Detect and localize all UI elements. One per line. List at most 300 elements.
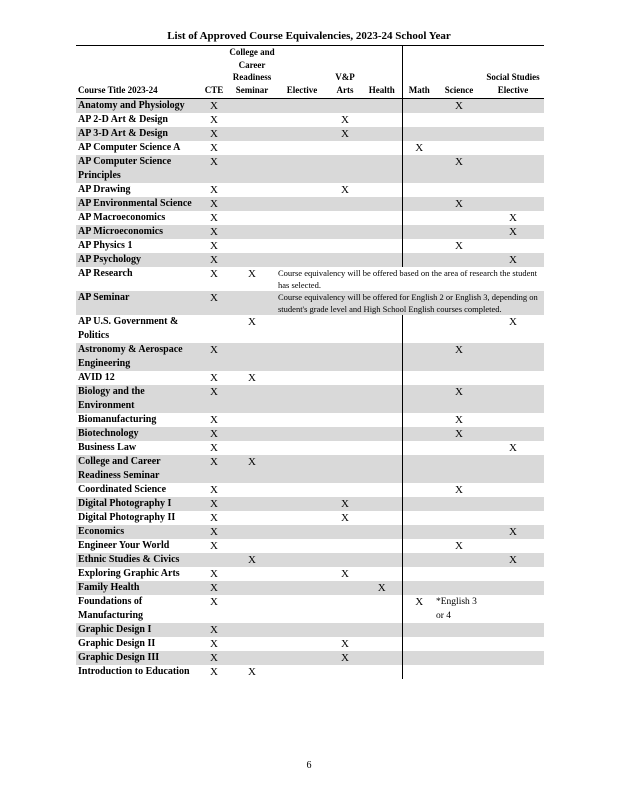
health-cell bbox=[362, 455, 402, 483]
math-cell bbox=[402, 525, 436, 539]
science-cell: X bbox=[436, 155, 482, 183]
elective-cell bbox=[276, 539, 328, 553]
table-row bbox=[76, 141, 544, 155]
elective-cell bbox=[276, 511, 328, 525]
elective-cell bbox=[276, 637, 328, 651]
ccr-cell bbox=[228, 239, 276, 253]
course-title-cell: Foundations of Manufacturing bbox=[78, 596, 143, 621]
math-cell bbox=[402, 637, 436, 651]
course-title-cell: Digital Photography I bbox=[76, 497, 200, 511]
ccr-cell bbox=[228, 595, 276, 623]
science-cell bbox=[436, 315, 482, 343]
health-cell bbox=[362, 427, 402, 441]
table-row bbox=[76, 441, 544, 455]
course-title-cell: AP U.S. Government & Politics bbox=[78, 316, 179, 341]
ss-cell bbox=[482, 623, 544, 637]
ccr-cell: X bbox=[248, 316, 256, 328]
health-cell bbox=[362, 595, 402, 623]
course-title-cell: Economics bbox=[76, 525, 200, 539]
course-title-cell: Exploring Graphic Arts bbox=[78, 568, 180, 579]
vpa-cell bbox=[328, 413, 362, 427]
elective-cell bbox=[276, 581, 328, 595]
ccr-cell: X bbox=[248, 372, 256, 384]
science-cell bbox=[436, 455, 482, 483]
health-cell bbox=[362, 385, 402, 413]
ccr-cell bbox=[228, 497, 276, 511]
course-title-cell: AVID 12 bbox=[78, 372, 115, 383]
science-cell bbox=[436, 553, 482, 567]
math-cell bbox=[402, 441, 436, 455]
math-cell bbox=[402, 155, 436, 183]
cte-cell: X bbox=[200, 497, 228, 511]
ss-cell bbox=[482, 665, 544, 679]
health-cell bbox=[362, 113, 402, 127]
ccr-cell bbox=[228, 525, 276, 539]
header-health: Health bbox=[362, 46, 402, 99]
table-row bbox=[76, 623, 544, 637]
ss-cell bbox=[482, 511, 544, 525]
ccr-cell bbox=[228, 99, 276, 114]
course-title-cell: Digital Photography II bbox=[78, 512, 176, 523]
health-cell bbox=[362, 637, 402, 651]
ss-cell bbox=[482, 455, 544, 483]
ss-cell: X bbox=[482, 525, 544, 539]
table-row bbox=[76, 567, 544, 581]
health-cell bbox=[362, 239, 402, 253]
science-cell: X bbox=[436, 197, 482, 211]
page-title: List of Approved Course Equivalencies, 2023-24 School Year bbox=[167, 30, 451, 42]
vpa-cell bbox=[328, 427, 362, 441]
ss-cell: X bbox=[482, 553, 544, 567]
table-row bbox=[76, 155, 544, 183]
course-title-cell: AP Environmental Science bbox=[76, 197, 200, 211]
cte-cell: X bbox=[210, 540, 218, 552]
science-cell bbox=[436, 253, 482, 267]
ss-cell bbox=[482, 127, 544, 141]
elective-cell bbox=[276, 623, 328, 637]
ss-cell bbox=[482, 343, 544, 371]
cte-cell: X bbox=[200, 99, 228, 114]
math-cell bbox=[402, 455, 436, 483]
ccr-cell bbox=[228, 427, 276, 441]
science-cell bbox=[436, 211, 482, 225]
science-cell: X bbox=[455, 240, 463, 252]
vpa-cell bbox=[328, 315, 362, 343]
elective-cell bbox=[276, 371, 328, 385]
science-cell bbox=[436, 225, 482, 239]
elective-cell bbox=[276, 483, 328, 497]
ccr-cell bbox=[228, 567, 276, 581]
ss-cell bbox=[482, 371, 544, 385]
course-title-cell: AP 3-D Art & Design bbox=[76, 127, 200, 141]
ss-cell bbox=[482, 197, 544, 211]
cte-cell: X bbox=[210, 114, 218, 126]
course-title-cell: Anatomy and Physiology bbox=[76, 99, 200, 114]
course-title-cell: Business Law bbox=[78, 442, 137, 453]
elective-cell bbox=[276, 525, 328, 539]
ss-cell bbox=[482, 385, 544, 413]
science-cell: X bbox=[436, 385, 482, 413]
science-cell: X bbox=[455, 414, 463, 426]
science-cell bbox=[436, 525, 482, 539]
math-cell bbox=[402, 113, 436, 127]
math-cell bbox=[402, 183, 436, 197]
science-cell bbox=[436, 665, 482, 679]
vpa-cell: X bbox=[341, 184, 349, 196]
health-cell bbox=[362, 253, 402, 267]
elective-cell bbox=[276, 385, 328, 413]
elective-cell bbox=[276, 113, 328, 127]
math-cell bbox=[402, 225, 436, 239]
health-cell bbox=[362, 211, 402, 225]
ccr-cell bbox=[228, 637, 276, 651]
ss-cell bbox=[482, 155, 544, 183]
ss-cell: X bbox=[482, 253, 544, 267]
science-cell: X bbox=[455, 484, 463, 496]
math-cell bbox=[402, 553, 436, 567]
ccr-cell: X bbox=[248, 666, 256, 678]
ss-cell bbox=[482, 239, 544, 253]
health-cell bbox=[362, 441, 402, 455]
ss-cell bbox=[482, 483, 544, 497]
elective-cell bbox=[276, 197, 328, 211]
vpa-cell: X bbox=[328, 651, 362, 665]
health-cell: X bbox=[362, 581, 402, 595]
health-cell bbox=[362, 155, 402, 183]
ccr-cell bbox=[228, 651, 276, 665]
elective-cell bbox=[276, 225, 328, 239]
equivalency-table bbox=[76, 45, 544, 679]
header-course-title: Course Title 2023-24 bbox=[76, 46, 200, 99]
course-title-cell: Biotechnology bbox=[76, 427, 200, 441]
math-cell bbox=[402, 413, 436, 427]
table-row bbox=[76, 183, 544, 197]
elective-cell bbox=[276, 651, 328, 665]
vpa-cell bbox=[328, 239, 362, 253]
elective-cell bbox=[276, 211, 328, 225]
science-cell bbox=[436, 567, 482, 581]
ccr-cell: X bbox=[228, 553, 276, 567]
page-number: 6 bbox=[306, 760, 312, 771]
header-cte: CTE bbox=[200, 46, 228, 99]
ccr-cell bbox=[228, 539, 276, 553]
course-title-cell: Graphic Design II bbox=[78, 638, 156, 649]
vpa-cell bbox=[328, 441, 362, 455]
science-cell: X bbox=[455, 540, 463, 552]
elective-cell bbox=[276, 99, 328, 114]
ss-cell: X bbox=[509, 212, 517, 224]
science-cell bbox=[436, 441, 482, 455]
math-cell bbox=[402, 385, 436, 413]
table-row bbox=[76, 665, 544, 679]
table-row bbox=[76, 539, 544, 553]
cte-cell: X bbox=[210, 568, 218, 580]
vpa-cell bbox=[328, 371, 362, 385]
course-title-cell: Biomanufacturing bbox=[78, 414, 157, 425]
table-row bbox=[76, 455, 544, 483]
equivalency-note: Course equivalency will be offered based on the area of research the student has selected. bbox=[278, 268, 537, 290]
course-title-cell: AP Psychology bbox=[76, 253, 200, 267]
course-title-cell: AP Seminar bbox=[76, 291, 200, 315]
science-cell bbox=[436, 637, 482, 651]
ccr-cell bbox=[228, 483, 276, 497]
vpa-cell bbox=[328, 253, 362, 267]
ss-cell bbox=[482, 141, 544, 155]
health-cell bbox=[362, 539, 402, 553]
ccr-cell: X bbox=[228, 455, 276, 483]
ss-cell bbox=[482, 113, 544, 127]
cte-cell: X bbox=[200, 197, 228, 211]
vpa-cell bbox=[328, 665, 362, 679]
science-cell bbox=[436, 113, 482, 127]
course-title-cell: Biology and the Environment bbox=[76, 385, 200, 413]
vpa-cell bbox=[328, 553, 362, 567]
elective-cell bbox=[276, 497, 328, 511]
health-cell bbox=[362, 651, 402, 665]
table-row bbox=[76, 595, 544, 623]
science-cell bbox=[436, 623, 482, 637]
health-cell bbox=[362, 623, 402, 637]
vpa-cell bbox=[328, 539, 362, 553]
table-row bbox=[76, 497, 544, 511]
science-cell: X bbox=[436, 427, 482, 441]
elective-cell bbox=[276, 413, 328, 427]
vpa-cell: X bbox=[328, 497, 362, 511]
ss-cell bbox=[482, 183, 544, 197]
elective-cell bbox=[276, 183, 328, 197]
math-cell bbox=[402, 651, 436, 665]
ccr-cell bbox=[228, 413, 276, 427]
cte-cell: X bbox=[200, 385, 228, 413]
ss-cell bbox=[482, 567, 544, 581]
vpa-cell bbox=[328, 197, 362, 211]
ss-cell bbox=[482, 413, 544, 427]
ccr-cell bbox=[228, 211, 276, 225]
ccr-cell bbox=[228, 183, 276, 197]
header-social-studies: Social Studies Elective bbox=[482, 46, 544, 99]
header-elective: Elective bbox=[276, 46, 328, 99]
vpa-cell bbox=[328, 455, 362, 483]
vpa-cell bbox=[328, 155, 362, 183]
science-cell: X bbox=[436, 343, 482, 371]
elective-cell bbox=[276, 553, 328, 567]
elective-cell bbox=[276, 343, 328, 371]
cte-cell: X bbox=[200, 343, 228, 371]
header-science: Science bbox=[436, 46, 482, 99]
ccr-cell bbox=[228, 385, 276, 413]
cte-cell: X bbox=[210, 596, 218, 608]
table-row bbox=[76, 211, 544, 225]
science-cell bbox=[436, 497, 482, 511]
table-row bbox=[76, 113, 544, 127]
header-row bbox=[76, 46, 544, 99]
vpa-cell bbox=[328, 211, 362, 225]
ss-cell: X bbox=[482, 225, 544, 239]
course-title-cell: Astronomy & Aerospace Engineering bbox=[76, 343, 200, 371]
health-cell bbox=[362, 371, 402, 385]
ss-cell bbox=[482, 595, 544, 623]
health-cell bbox=[362, 343, 402, 371]
math-cell bbox=[402, 539, 436, 553]
math-cell bbox=[402, 239, 436, 253]
table-row bbox=[76, 525, 544, 539]
cte-cell: X bbox=[200, 127, 228, 141]
ss-cell bbox=[482, 651, 544, 665]
table-row bbox=[76, 413, 544, 427]
cte-cell: X bbox=[210, 372, 218, 384]
ss-cell bbox=[482, 581, 544, 595]
vpa-cell: X bbox=[341, 114, 349, 126]
math-cell bbox=[402, 511, 436, 525]
ss-cell bbox=[482, 427, 544, 441]
elective-cell bbox=[276, 239, 328, 253]
elective-cell bbox=[276, 315, 328, 343]
math-cell bbox=[402, 665, 436, 679]
elective-cell bbox=[276, 427, 328, 441]
cte-cell bbox=[200, 315, 228, 343]
math-cell bbox=[402, 211, 436, 225]
science-cell bbox=[436, 183, 482, 197]
math-cell bbox=[402, 343, 436, 371]
elective-cell bbox=[276, 595, 328, 623]
cte-cell: X bbox=[210, 414, 218, 426]
table-row bbox=[76, 553, 544, 567]
course-title-cell: AP Microeconomics bbox=[76, 225, 200, 239]
course-title-cell: AP Macroeconomics bbox=[78, 212, 166, 223]
cte-cell: X bbox=[200, 427, 228, 441]
table-row bbox=[76, 343, 544, 371]
ccr-cell bbox=[228, 343, 276, 371]
table-row bbox=[76, 267, 544, 291]
math-cell bbox=[402, 581, 436, 595]
math-cell bbox=[402, 99, 436, 114]
cte-cell: X bbox=[210, 268, 218, 280]
health-cell bbox=[362, 127, 402, 141]
header-ccr-seminar: College and Career Readiness Seminar bbox=[228, 46, 276, 99]
ccr-cell: X bbox=[248, 268, 256, 280]
course-title-cell: AP Computer Science Principles bbox=[76, 155, 200, 183]
course-title-cell: Family Health bbox=[76, 581, 200, 595]
science-cell bbox=[436, 127, 482, 141]
ccr-cell bbox=[228, 155, 276, 183]
math-cell bbox=[402, 483, 436, 497]
table-row bbox=[76, 225, 544, 239]
ccr-cell bbox=[228, 581, 276, 595]
math-cell bbox=[402, 567, 436, 581]
table-row bbox=[76, 99, 544, 114]
health-cell bbox=[362, 99, 402, 114]
cte-cell: X bbox=[200, 155, 228, 183]
course-title-cell: College and Career Readiness Seminar bbox=[76, 455, 200, 483]
science-cell bbox=[436, 141, 482, 155]
cte-cell: X bbox=[210, 484, 218, 496]
math-cell bbox=[402, 371, 436, 385]
cte-cell: X bbox=[210, 212, 218, 224]
health-cell bbox=[362, 511, 402, 525]
cte-cell: X bbox=[200, 525, 228, 539]
course-title-cell: Coordinated Science bbox=[78, 484, 167, 495]
elective-cell bbox=[276, 567, 328, 581]
math-cell bbox=[402, 127, 436, 141]
cte-cell: X bbox=[210, 512, 218, 524]
ss-cell bbox=[482, 99, 544, 114]
cte-cell: X bbox=[210, 142, 218, 154]
ccr-cell bbox=[228, 291, 276, 315]
science-cell bbox=[436, 651, 482, 665]
vpa-cell bbox=[328, 141, 362, 155]
math-cell bbox=[402, 427, 436, 441]
vpa-cell bbox=[328, 623, 362, 637]
vpa-cell bbox=[328, 385, 362, 413]
ccr-cell bbox=[228, 113, 276, 127]
course-title-cell: Ethnic Studies & Civics bbox=[76, 553, 200, 567]
table-row bbox=[76, 637, 544, 651]
vpa-cell bbox=[328, 525, 362, 539]
ss-cell: X bbox=[509, 442, 517, 454]
cte-cell: X bbox=[200, 253, 228, 267]
vpa-cell: X bbox=[328, 127, 362, 141]
health-cell bbox=[362, 141, 402, 155]
cte-cell: X bbox=[210, 666, 218, 678]
math-cell: X bbox=[402, 141, 436, 155]
ccr-cell bbox=[228, 225, 276, 239]
course-title-cell: Engineer Your World bbox=[78, 540, 170, 551]
header-vpa: V&P Arts bbox=[328, 46, 362, 99]
elective-cell bbox=[276, 441, 328, 455]
course-title-cell: Graphic Design I bbox=[76, 623, 200, 637]
vpa-cell: X bbox=[341, 512, 349, 524]
science-cell bbox=[436, 511, 482, 525]
elective-cell bbox=[276, 665, 328, 679]
science-cell bbox=[436, 581, 482, 595]
math-cell bbox=[402, 197, 436, 211]
course-title-cell: AP Physics 1 bbox=[78, 240, 133, 251]
table-row bbox=[76, 127, 544, 141]
health-cell bbox=[362, 497, 402, 511]
table-row bbox=[76, 291, 544, 315]
vpa-cell bbox=[328, 225, 362, 239]
vpa-cell: X bbox=[341, 568, 349, 580]
course-title-cell: Introduction to Education bbox=[78, 666, 190, 677]
health-cell bbox=[362, 525, 402, 539]
health-cell bbox=[362, 197, 402, 211]
table-row bbox=[76, 315, 544, 343]
table-row bbox=[76, 427, 544, 441]
math-cell: X bbox=[402, 595, 436, 623]
health-cell bbox=[362, 567, 402, 581]
cte-cell: X bbox=[210, 638, 218, 650]
health-cell bbox=[362, 315, 402, 343]
elective-cell bbox=[276, 155, 328, 183]
elective-cell bbox=[276, 141, 328, 155]
health-cell bbox=[362, 553, 402, 567]
health-cell bbox=[362, 665, 402, 679]
math-cell bbox=[402, 253, 436, 267]
course-title-cell: AP Research bbox=[78, 268, 133, 279]
cte-cell: X bbox=[210, 184, 218, 196]
table-row bbox=[76, 511, 544, 525]
health-cell bbox=[362, 225, 402, 239]
vpa-cell bbox=[328, 581, 362, 595]
science-cell: X bbox=[436, 99, 482, 114]
vpa-cell bbox=[328, 595, 362, 623]
cte-cell: X bbox=[200, 225, 228, 239]
ccr-cell bbox=[228, 623, 276, 637]
ccr-cell bbox=[228, 511, 276, 525]
vpa-cell bbox=[328, 343, 362, 371]
equivalency-note: Course equivalency will be offered for English 2 or English 3, depending on student's grade level and High School English courses completed. bbox=[276, 291, 544, 315]
cte-cell: X bbox=[210, 442, 218, 454]
